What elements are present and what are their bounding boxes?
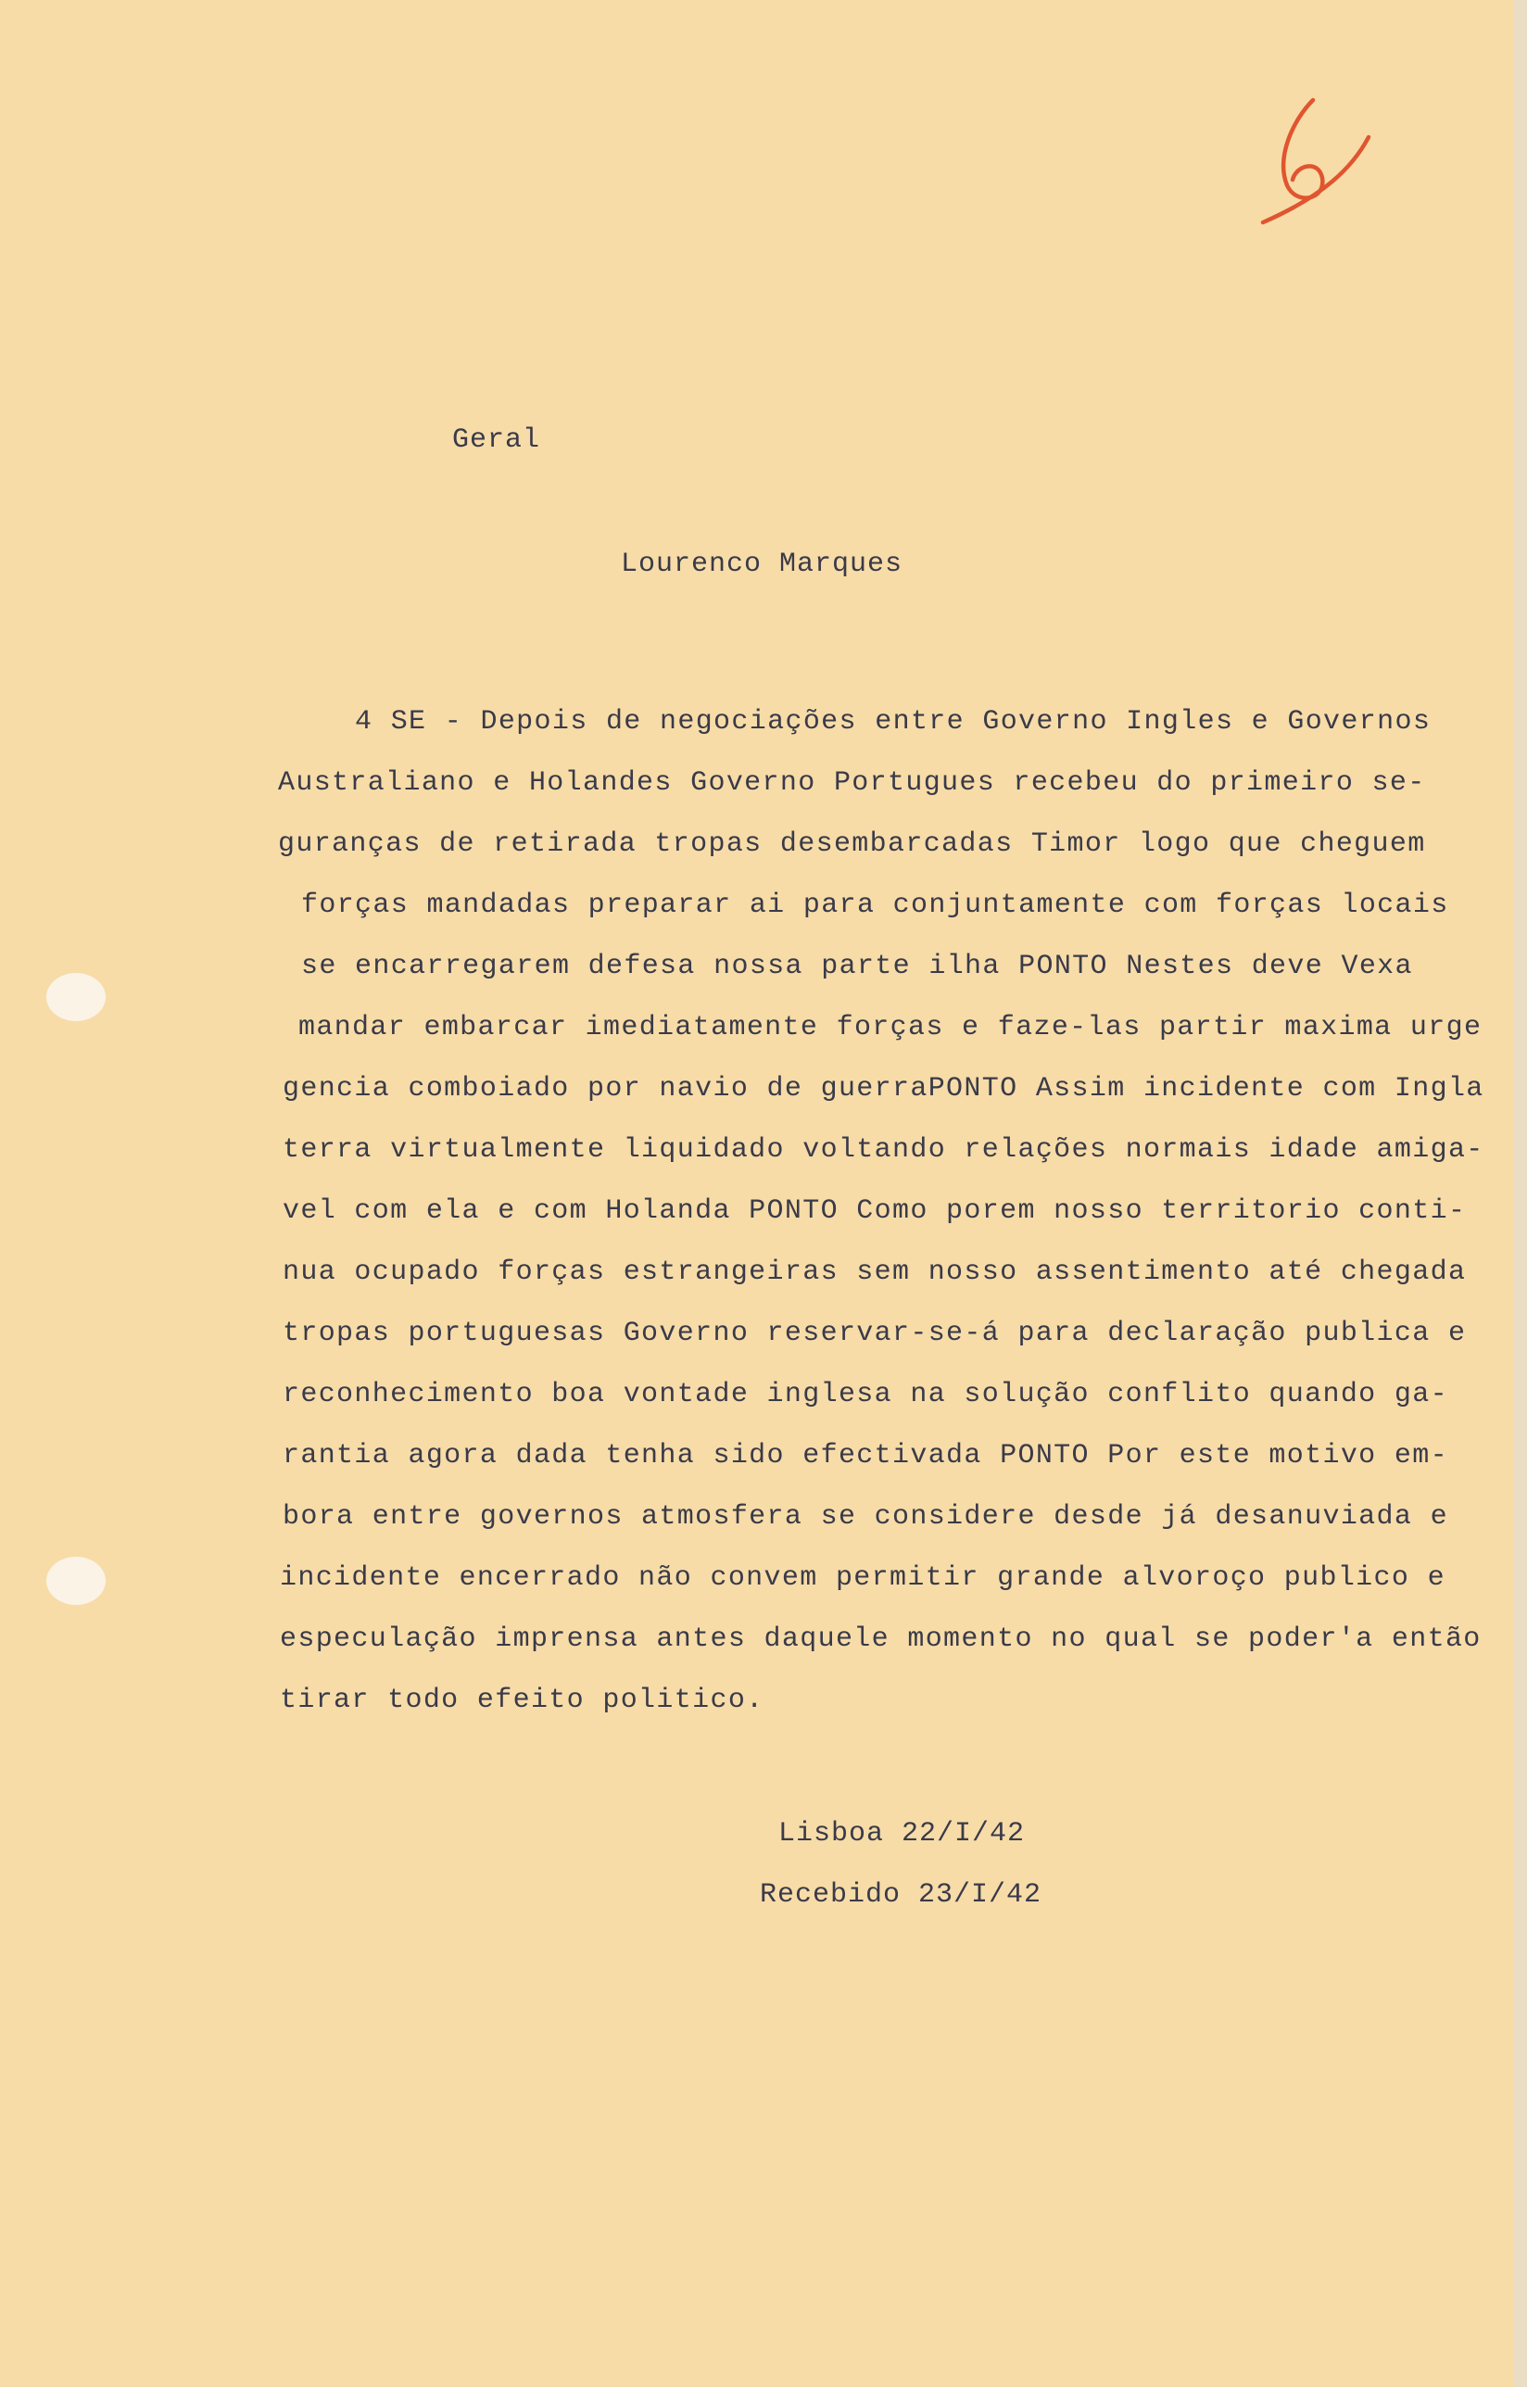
message-line: vel com ela e com Holanda PONTO Como porem nosso territorio conti-: [283, 1195, 1467, 1227]
message-line: se encarregarem defesa nossa parte ilha PONTO Nestes deve Vexa: [301, 951, 1413, 982]
folio-number-mark: [1256, 83, 1376, 232]
message-line: Australiano e Holandes Governo Portugues recebeu do primeiro se-: [278, 767, 1426, 799]
message-line: nua ocupado forças estrangeiras sem nosso assentimento até chegada: [283, 1257, 1467, 1288]
message-line: 4 SE - Depois de negociações entre Governo Ingles e Governos: [355, 706, 1432, 738]
message-line: tropas portuguesas Governo reservar-se-á para declaração publica e: [283, 1318, 1467, 1349]
received-date: Recebido 23/I/42: [760, 1879, 1042, 1911]
message-line: terra virtualmente liquidado voltando relações normais idade amiga-: [283, 1134, 1484, 1166]
message-line: especulação imprensa antes daquele momento no qual se poder'a então: [280, 1623, 1482, 1655]
message-line: mandar embarcar imediatamente forças e faze-las partir maxima urge: [298, 1012, 1483, 1043]
message-line: incidente encerrado não convem permitir grande alvoroço publico e: [280, 1562, 1445, 1594]
message-line: gencia comboiado por navio de guerraPONTO Assim incidente com Ingla: [283, 1073, 1484, 1105]
origin-date: Lisboa 22/I/42: [778, 1818, 1026, 1850]
folio-digit-stroke: [1283, 100, 1322, 198]
destination-heading: Lourenco Marques: [621, 549, 903, 580]
message-line: reconhecimento boa vontade inglesa na solução conflito quando ga-: [283, 1379, 1448, 1410]
route-heading: Geral: [452, 424, 541, 456]
message-line: guranças de retirada tropas desembarcadas Timor logo que cheguem: [278, 828, 1426, 860]
message-line: bora entre governos atmosfera se considere desde já desanuviada e: [283, 1501, 1448, 1533]
paper-edge: [1514, 0, 1527, 2387]
punch-hole-lower: [46, 1557, 106, 1605]
folio-slash-stroke: [1263, 137, 1369, 222]
message-line: forças mandadas preparar ai para conjuntamente com forças locais: [301, 890, 1449, 921]
message-line: rantia agora dada tenha sido efectivada PONTO Por este motivo em-: [283, 1440, 1448, 1471]
punch-hole-upper: [46, 973, 106, 1021]
message-line: tirar todo efeito politico.: [280, 1685, 764, 1716]
